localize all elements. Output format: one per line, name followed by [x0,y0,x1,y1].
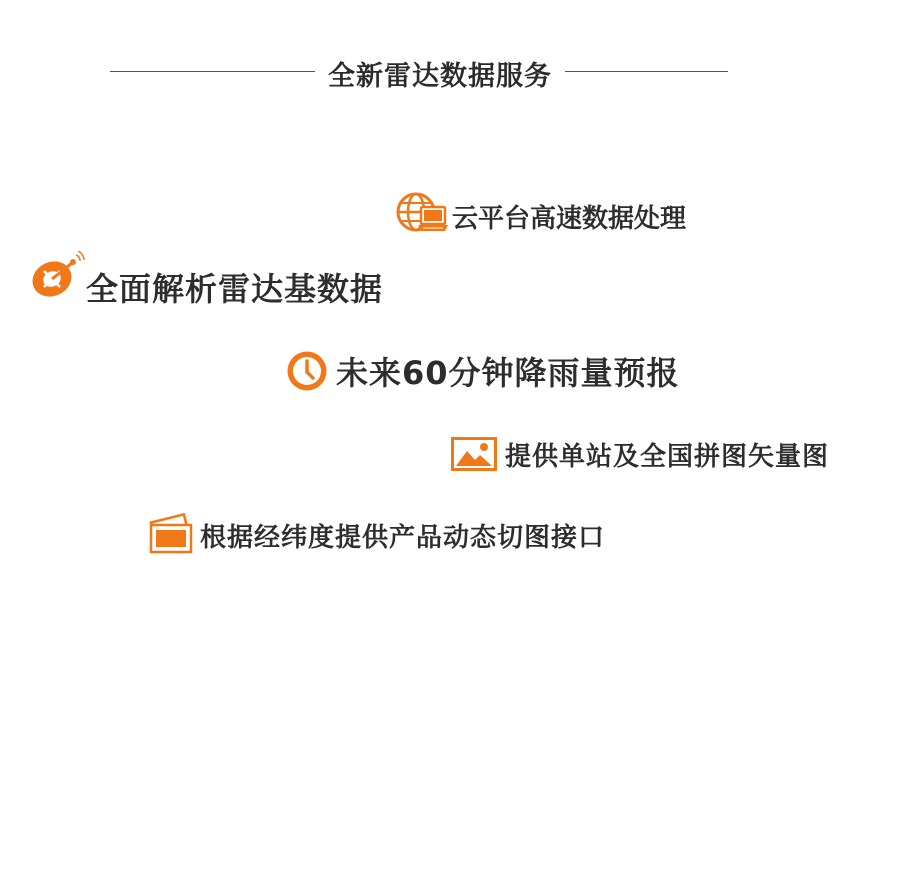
radar-dish-icon [28,251,86,301]
feature-label: 全面解析雷达基数据 [86,270,384,308]
feature-label: 根据经纬度提供产品动态切图接口 [200,522,606,553]
feature-label: 未来60分钟降雨量预报 [336,354,680,392]
globe-computer-icon [396,192,448,236]
feature-radar-parsing [28,242,383,310]
image-icon [451,437,497,473]
feature-rain-forecast [286,348,680,394]
feature-label: 提供单站及全国拼图矢量图 [505,442,830,472]
feature-label: 云平台高速数据处理 [452,203,687,234]
header-divider-left [110,71,315,72]
feature-cloud-processing [396,192,686,236]
feature-tile-api [148,512,605,554]
section-header [0,52,923,92]
clock-icon [286,350,328,392]
feature-vector-maps [451,436,829,473]
photo-stack-icon [148,512,194,554]
header-divider-right [565,71,728,72]
page-title: 全新雷达数据服务 [328,61,552,92]
